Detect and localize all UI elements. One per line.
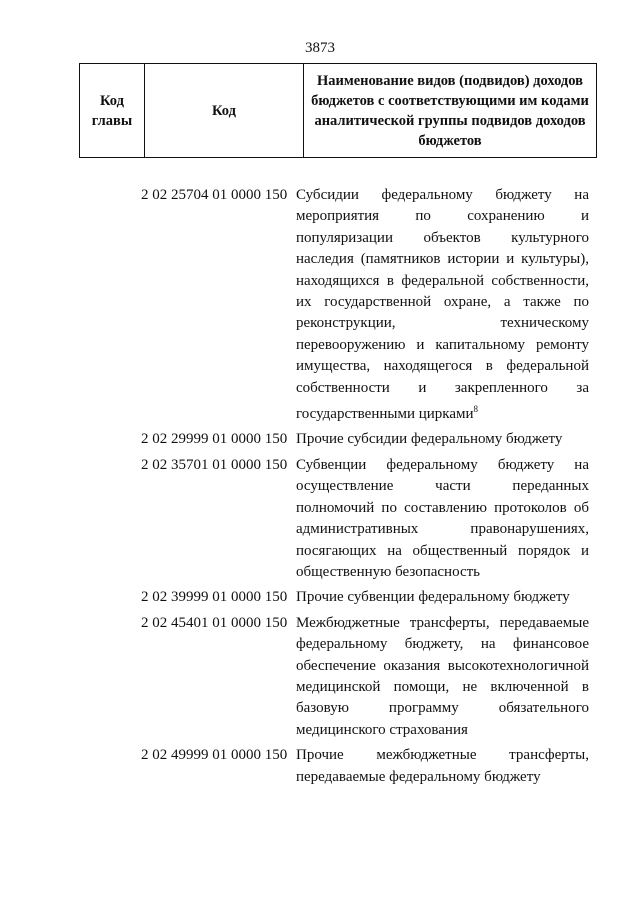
table-row [141,745,591,788]
row-name: Межбюджетные трансферты, передаваемые федеральному бюджету, на финансовое обеспечение оказания высокотехнологичной медицинской помощи, не включенной в базовую программу обязательного медицинского страхования [296,614,589,738]
page-number: 3873 [305,40,335,56]
table-row [141,455,591,583]
row-name: Прочие субвенции федеральному бюджету [296,589,570,606]
row-code: 2 02 39999 01 0000 150 [141,589,288,606]
table-row [141,429,591,450]
table-row [141,613,591,741]
table-header [79,63,597,158]
header-chapter-code: Код главы [80,64,145,158]
footnote-mark: 8 [473,404,479,415]
table-row [141,587,591,608]
header-code: Код [145,64,304,158]
table-row [141,185,591,425]
row-name: Субвенции федеральному бюджету на осуществление части переданных полномочий по составлению протоколов об административных правонарушениях, посягающих на общественный порядок и общественную безопасность [296,456,589,580]
header-row [80,64,597,158]
row-code: 2 02 49999 01 0000 150 [141,747,288,764]
row-code: 2 02 29999 01 0000 150 [141,431,288,448]
row-code: 2 02 45401 01 0000 150 [141,614,288,631]
header-name: Наименование видов (подвидов) доходов бюджетов с соответствующими им кодами аналитической группы подвидов доходов бюджетов [304,64,597,158]
row-name: Прочие субсидии федеральному бюджету [296,431,563,448]
row-name [296,185,589,425]
row-code: 2 02 35701 01 0000 150 [141,456,288,473]
entries-list [141,185,591,792]
row-name-text: Субсидии федеральному бюджету на мероприятия по сохранению и популяризации объектов культурного наследия (памятников истории и культуры), находящихся в федеральной собственности, их государственной охране, а также по реконструкции, техническому перевооружению и капитальному ремонту имущества, находящегося в федеральной собственности и закрепленного за государственными цирками [296,187,589,423]
row-code: 2 02 25704 01 0000 150 [141,187,288,203]
row-name: Прочие межбюджетные трансферты, передаваемые федеральному бюджету [296,747,589,785]
